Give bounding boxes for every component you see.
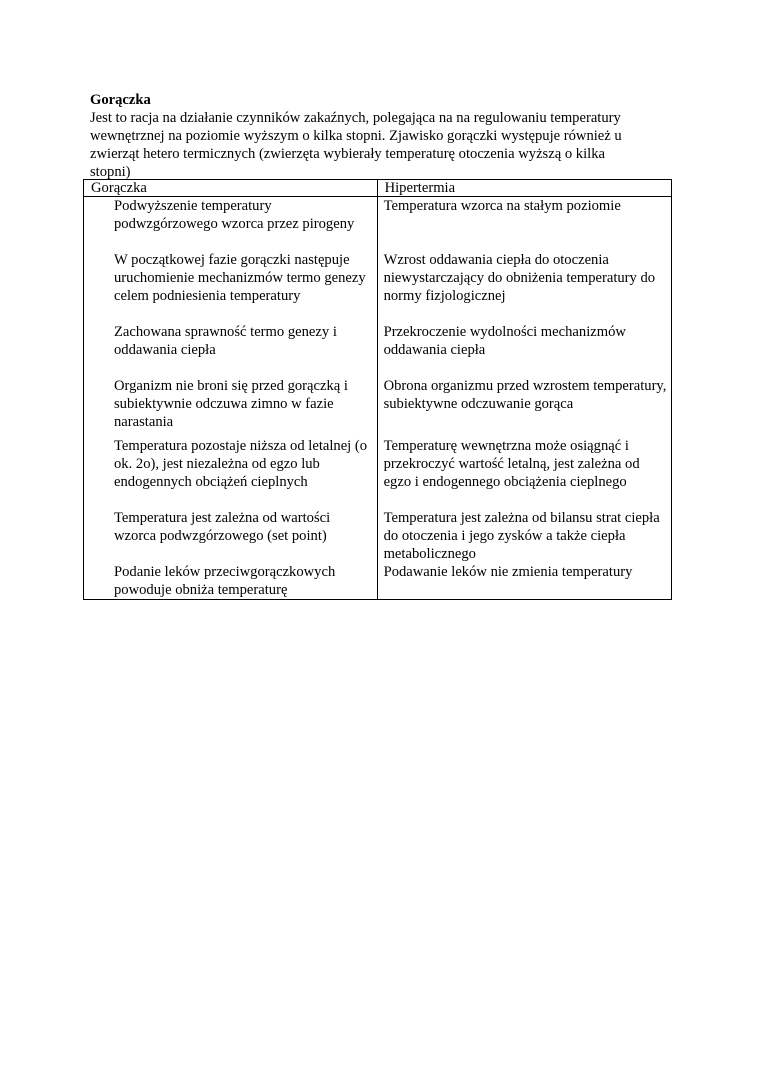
table-row (84, 437, 672, 509)
header-fever: Gorączka (84, 180, 378, 197)
table-row (84, 251, 672, 323)
hyperthermia-cell: Temperatura wzorca na stałym poziomie (383, 198, 621, 214)
table-row (84, 323, 672, 377)
fever-cell: Temperatura pozostaje niższa od letalnej (o ok. 2o), jest niezależna od egzo lub endogennych obciążeń cieplnych (114, 438, 368, 490)
fever-cell: Organizm nie broni się przed gorączką i subiektywnie odczuwa zimno w fazie narastania (114, 378, 348, 430)
hyperthermia-cell: Temperaturę wewnętrzna może osiągnąć i przekroczyć wartość letalną, jest zależna od egzo i endogennego obciążenia cieplnego (383, 438, 640, 490)
comparison-table (83, 179, 672, 600)
hyperthermia-cell: Temperatura jest zależna od bilansu strat ciepła do otoczenia i jego zysków a także ciepła metabolicznego (383, 510, 660, 562)
hyperthermia-cell: Obrona organizmu przed wzrostem temperatury, subiektywne odczuwanie gorąca (383, 378, 667, 412)
header-hyperthermia: Hipertermia (377, 180, 671, 197)
intro-paragraph: Jest to racja na działanie czynników zakaźnych, polegająca na na regulowaniu temperatury wewnętrznej na poziomie wyższym o kilka stopni. Zjawisko gorączki występuje również u zwierząt hetero termicznych (zwierzęta wybierały temperaturę otoczenia wyższą o kilka stopni) (90, 110, 622, 180)
fever-cell: Podanie leków przeciwgorączkowych powoduje obniża temperaturę (114, 564, 336, 598)
fever-cell: W początkowej fazie gorączki następuje uruchomienie mechanizmów termo genezy celem podniesienia temperatury (114, 252, 366, 304)
table-row (84, 377, 672, 437)
fever-cell: Temperatura jest zależna od wartości wzorca podwzgórzowego (set point) (114, 510, 331, 544)
document-title: Gorączka (90, 92, 151, 108)
fever-cell: Zachowana sprawność termo genezy i oddawania ciepła (114, 324, 337, 358)
fever-cell: Podwyższenie temperatury podwzgórzowego wzorca przez pirogeny (114, 198, 355, 232)
document-body (90, 91, 680, 181)
table-row (84, 563, 672, 600)
table-row (84, 509, 672, 563)
table-header-row (84, 180, 672, 197)
hyperthermia-cell: Podawanie leków nie zmienia temperatury (383, 564, 633, 580)
hyperthermia-cell: Przekroczenie wydolności mechanizmów oddawania ciepła (383, 324, 626, 358)
hyperthermia-cell: Wzrost oddawania ciepła do otoczenia niewystarczający do obniżenia temperatury do normy fizjologicznej (383, 252, 656, 304)
table-row (84, 197, 672, 252)
